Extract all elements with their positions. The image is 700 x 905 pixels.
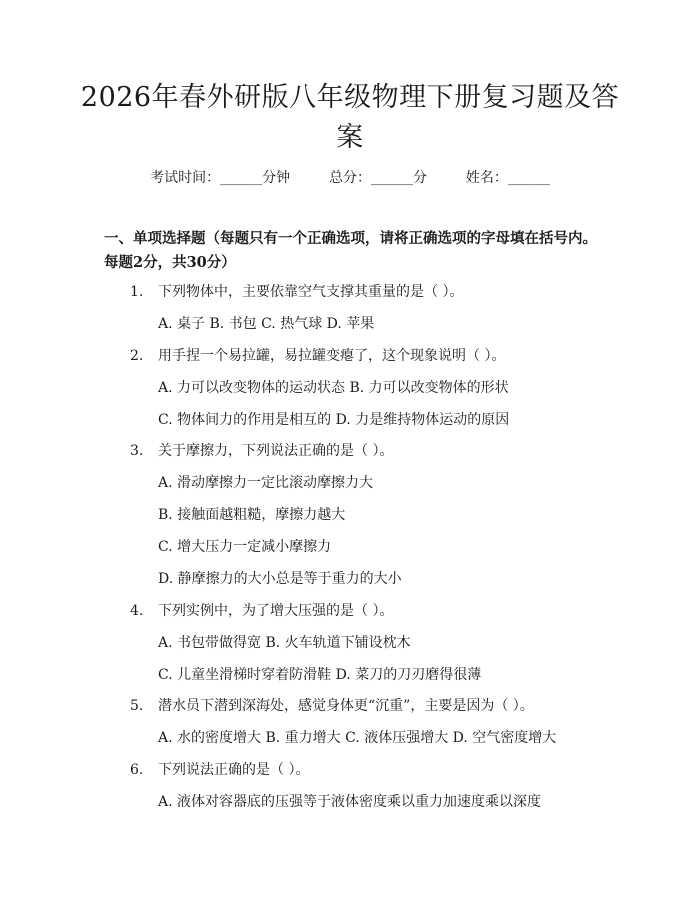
question-3-option-b: B. 接触面越粗糙，摩擦力越大: [158, 507, 346, 523]
question-number: 2.: [130, 348, 144, 364]
question-3: [130, 441, 393, 461]
question-text: 潜水员下潜到深海处，感觉身体更“沉重”，主要是因为（ ）。: [158, 698, 534, 714]
question-number: 4.: [130, 603, 144, 619]
question-4-options-cd: C. 儿童坐滑梯时穿着防滑鞋 D. 菜刀的刀刃磨得很薄: [158, 667, 482, 683]
question-6: [130, 760, 309, 780]
question-2: [130, 346, 505, 366]
question-number: 1.: [130, 284, 144, 300]
question-number: 3.: [130, 443, 144, 459]
student-name: 姓名：______: [465, 170, 550, 186]
question-4-options-ab: A. 书包带做得宽 B. 火车轨道下铺设枕木: [158, 635, 411, 651]
section-heading: 一、单项选择题（每题只有一个正确选项，请将正确选项的字母填在括号内。每题2分，共30分）: [104, 230, 597, 271]
question-2-options-cd: C. 物体间力的作用是相互的 D. 力是维持物体运动的原因: [158, 412, 510, 428]
question-text: 下列物体中，主要依靠空气支撑其重量的是（ ）。: [158, 284, 464, 300]
question-1: [130, 282, 463, 302]
question-number: 5.: [130, 698, 144, 714]
question-4: [130, 601, 393, 621]
total-score: 总分：______分: [329, 170, 427, 186]
question-2-options-ab: A. 力可以改变物体的运动状态 B. 力可以改变物体的形状: [158, 380, 509, 396]
exam-meta: [0, 168, 700, 188]
question-text: 关于摩擦力，下列说法正确的是（ ）。: [158, 443, 394, 459]
question-6-option-a: A. 液体对容器底的压强等于液体密度乘以重力加速度乘以深度: [158, 794, 542, 810]
question-5: [130, 696, 534, 716]
question-text: 下列说法正确的是（ ）。: [158, 762, 310, 778]
question-3-option-c: C. 增大压力一定减小摩擦力: [158, 539, 332, 555]
question-3-option-d: D. 静摩擦力的大小总是等于重力的大小: [158, 571, 402, 587]
question-text: 用手捏一个易拉罐，易拉罐变瘪了，这个现象说明（ ）。: [158, 348, 506, 364]
question-3-option-a: A. 滑动摩擦力一定比滚动摩擦力大: [158, 475, 374, 491]
question-number: 6.: [130, 762, 144, 778]
question-text: 下列实例中，为了增大压强的是（ ）。: [158, 603, 394, 619]
question-1-options: A. 桌子 B. 书包 C. 热气球 D. 苹果: [158, 316, 375, 332]
exam-time: 考试时间：______分钟: [150, 170, 291, 186]
page-title: 2026年春外研版八年级物理下册复习题及答案: [80, 82, 620, 153]
question-5-options: A. 水的密度增大 B. 重力增大 C. 液体压强增大 D. 空气密度增大: [158, 730, 557, 746]
